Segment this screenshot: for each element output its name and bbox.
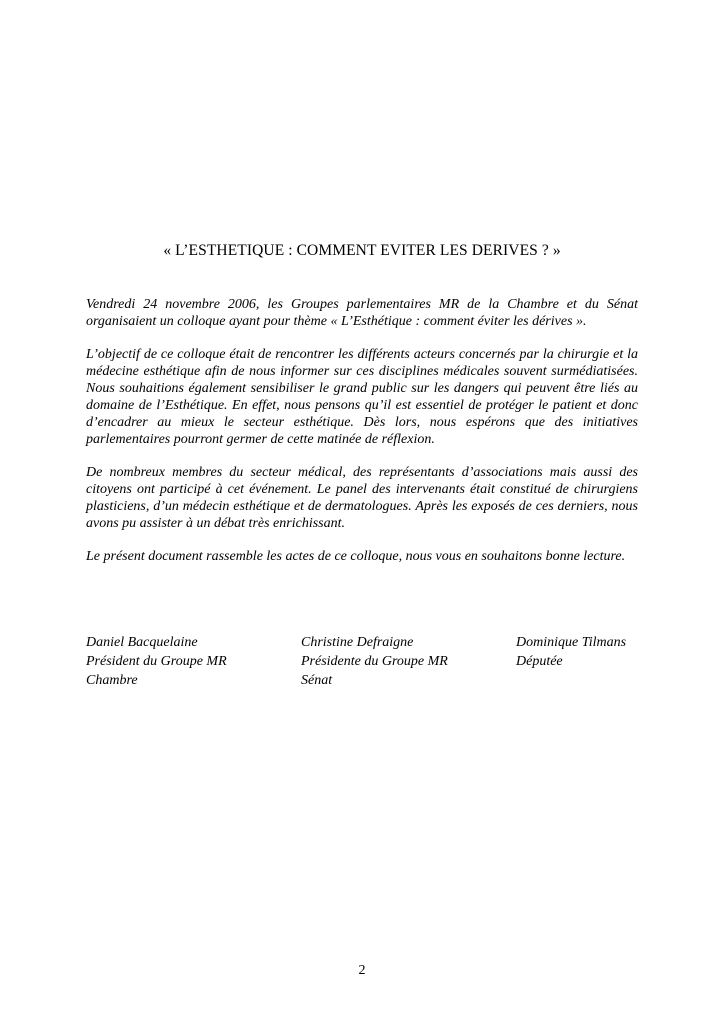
document-body (86, 296, 638, 581)
paragraph-objective: L’objectif de ce colloque était de rencontrer les différents acteurs concernés par la chirurgie et la médecine esthétique afin de nous informer sur ces disciplines médicales souvent surmédiatisées. Nous souhaitions également sensibiliser le grand public sur les dangers qui peuvent être liés au domaine de l’Esthétique. En effet, nous pensons qu’il est essentiel de protéger le patient et donc d’encadrer au mieux le secteur esthétique. Dès lors, nous espérons que des initiatives parlementaires pourront germer de cette matinée de réflexion. (86, 347, 638, 447)
paragraph-participants: De nombreux membres du secteur médical, des représentants d’associations mais aussi des citoyens ont participé à cet événement. Le panel des intervenants était constitué de chirurgiens plasticiens, d’un médecin esthétique et de dermatologues. Après les exposés de ces derniers, nous avons pu assister à un débat très enrichissant. (86, 465, 638, 531)
signature-role: Députée (516, 654, 563, 669)
signature-role: Présidente du Groupe MR (301, 654, 448, 669)
page-number: 2 (358, 963, 366, 978)
paragraph-closing: Le présent document rassemble les actes de ce colloque, nous vous en souhaitons bonne lecture. (86, 549, 626, 564)
signature-role: Président du Groupe MR (86, 654, 227, 669)
document-title: « L’ESTHETIQUE : COMMENT EVITER LES DERIVES ? » (163, 242, 561, 259)
signature-tilmans (516, 633, 626, 671)
signature-chamber: Chambre (86, 673, 138, 688)
signature-defraigne (301, 633, 448, 690)
signature-name: Dominique Tilmans (516, 635, 627, 650)
signature-chamber: Sénat (301, 673, 333, 688)
signature-name: Christine Defraigne (301, 635, 414, 650)
paragraph-intro: Vendredi 24 novembre 2006, les Groupes parlementaires MR de la Chambre et du Sénat organisaient un colloque ayant pour thème « L’Esthétique : comment éviter les dérives ». (86, 297, 638, 329)
signature-bacquelaine (86, 633, 227, 690)
signature-name: Daniel Bacquelaine (86, 635, 198, 650)
